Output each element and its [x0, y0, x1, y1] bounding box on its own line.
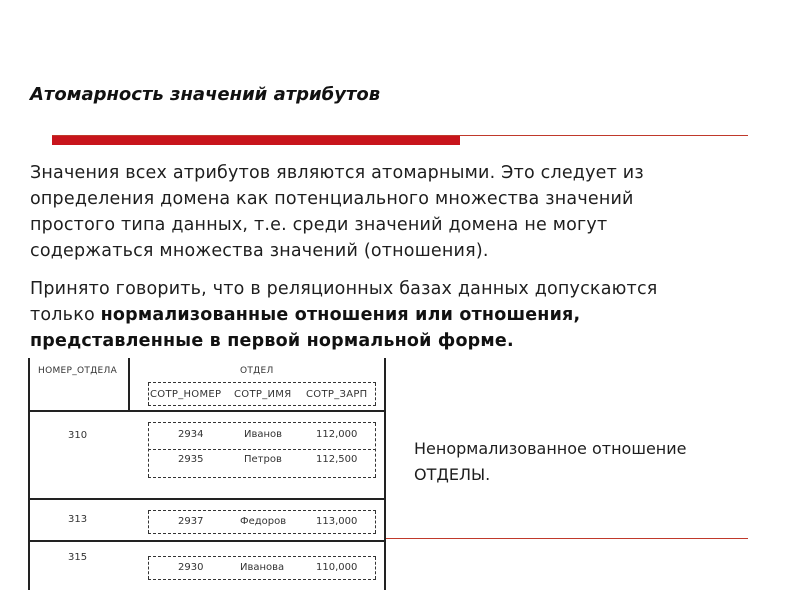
emp-salary-cell: 112,000: [316, 429, 358, 440]
employee-row-separator: [148, 449, 376, 450]
employee-subtable: [148, 422, 376, 478]
table-caption: [414, 436, 687, 488]
dept-number-cell: 310: [68, 430, 88, 441]
paragraph-text: только: [30, 305, 101, 325]
table-border-right: [384, 358, 386, 590]
paragraph-bold-text: нормализованные отношения или отношения,: [100, 305, 581, 325]
slide-title: Атомарность значений атрибутов: [30, 84, 381, 105]
emp-number-cell: 2930: [178, 562, 204, 573]
table-header-divider: [28, 410, 386, 412]
emp-name-cell: Петров: [244, 454, 282, 465]
employee-subtable: [148, 556, 376, 580]
table-row-divider: [28, 540, 386, 542]
emp-number-cell: 2935: [178, 454, 204, 465]
employee-subtable: [148, 510, 376, 534]
paragraph-line: [30, 328, 750, 354]
emp-salary-cell: 112,500: [316, 454, 358, 465]
paragraph-line: [30, 302, 750, 328]
bottom-rule: [386, 538, 748, 539]
column-header-dept: ОТДЕЛ: [240, 366, 274, 376]
emp-name-cell: Иванова: [240, 562, 285, 573]
paragraph-line: определения домена как потенциального множества значений: [30, 189, 634, 209]
paragraph-atomicity: [30, 160, 750, 264]
table-border-left: [28, 358, 30, 590]
emp-name-cell: Федоров: [240, 516, 287, 527]
emp-salary-cell: 110,000: [316, 562, 358, 573]
emp-name-cell: Иванов: [244, 429, 283, 440]
sub-header-emp-number: СОТР_НОМЕР: [150, 389, 222, 400]
emp-number-cell: 2937: [178, 516, 204, 527]
paragraph-line: Принято говорить, что в реляционных базах данных допускаются: [30, 279, 658, 299]
dept-number-cell: 315: [68, 552, 88, 563]
table-column-divider: [128, 358, 130, 410]
paragraph-normalization: [30, 276, 750, 354]
paragraph-line: простого типа данных, т.е. среди значений домена не могут: [30, 215, 608, 235]
caption-line: Ненормализованное отношение: [414, 439, 687, 458]
unnormalized-relation-table: [28, 358, 386, 590]
sub-header-emp-name: СОТР_ИМЯ: [234, 389, 292, 400]
dept-number-cell: 313: [68, 514, 88, 525]
sub-header-emp-salary: СОТР_ЗАРП: [306, 389, 368, 400]
title-underline-accent: [52, 136, 460, 145]
table-row-divider: [28, 498, 386, 500]
caption-line: ОТДЕЛЫ.: [414, 465, 491, 484]
column-header-dept-number: НОМЕР_ОТДЕЛА: [38, 366, 118, 376]
paragraph-line: содержаться множества значений (отношения).: [30, 241, 489, 261]
paragraph-bold-text: представленные в первой нормальной форме.: [30, 331, 514, 351]
paragraph-line: Значения всех атрибутов являются атомарными. Это следует из: [30, 163, 644, 183]
sub-header-box: [148, 382, 376, 406]
emp-number-cell: 2934: [178, 429, 204, 440]
emp-salary-cell: 113,000: [316, 516, 358, 527]
